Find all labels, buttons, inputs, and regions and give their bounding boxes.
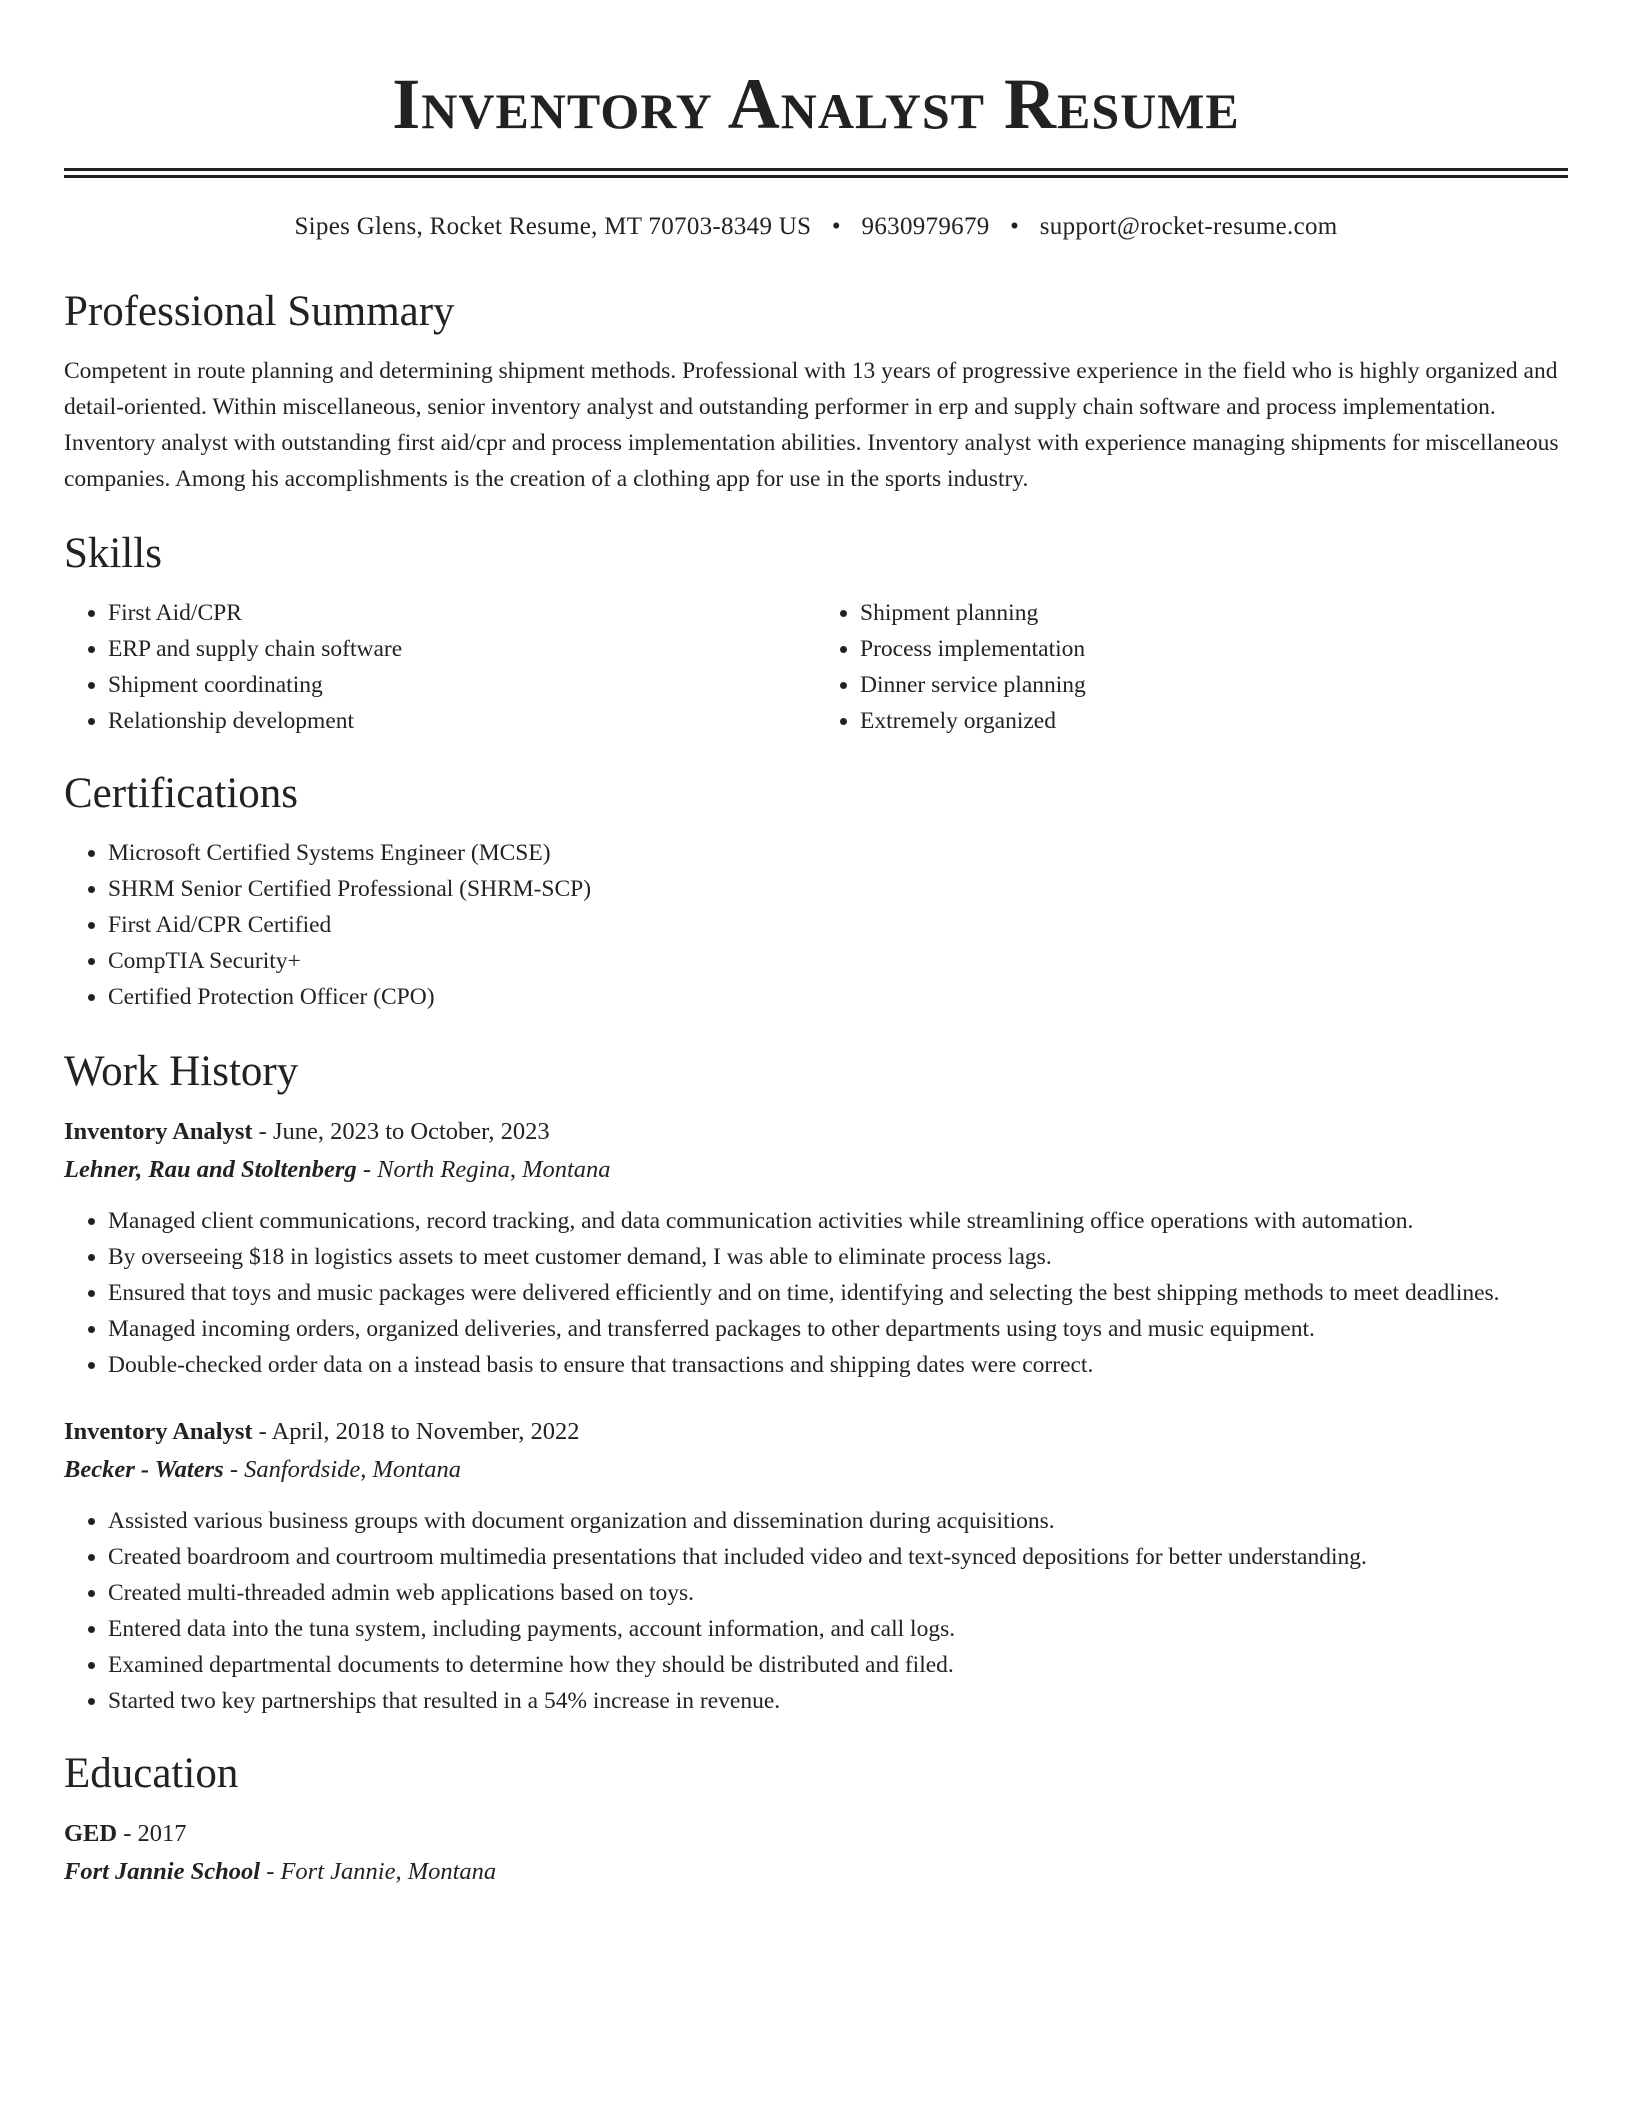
certification-item: • First Aid/CPR Certified [108, 907, 1568, 943]
job-bullet: • Managed incoming orders, organized deliveries, and transferred packages to other departments using toys and music equipment. [108, 1311, 1568, 1347]
degree-year: - 2017 [117, 1820, 187, 1847]
contact-email: support@rocket-resume.com [1039, 213, 1338, 240]
company-line [64, 1151, 1568, 1189]
skill-item: • First Aid/CPR [108, 595, 816, 631]
job-bullet: • Created multi-threaded admin web applications based on toys. [108, 1575, 1568, 1611]
job-title-line [64, 1113, 1568, 1151]
company-line [64, 1451, 1568, 1489]
skill-item: • Extremely organized [860, 703, 1568, 739]
separator-dot: • [831, 213, 841, 240]
degree-line [64, 1815, 1568, 1853]
skill-item: • Dinner service planning [860, 667, 1568, 703]
summary-heading: Professional Summary [64, 288, 455, 335]
job-dates: - April, 2018 to November, 2022 [252, 1418, 580, 1445]
school-location: - Fort Jannie, Montana [260, 1858, 497, 1885]
skills-column-left [64, 595, 816, 739]
skills-heading: Skills [64, 530, 162, 577]
contact-address: Sipes Glens, Rocket Resume, MT 70703-8349 US [294, 213, 812, 240]
job-bullet: • Entered data into the tuna system, including payments, account information, and call logs. [108, 1611, 1568, 1647]
skills-column-right [816, 595, 1568, 739]
company-location: - Sanfordside, Montana [223, 1456, 461, 1483]
certification-item: • CompTIA Security+ [108, 943, 1568, 979]
certification-item: • Microsoft Certified Systems Engineer (MCSE) [108, 835, 1568, 871]
contact-line [64, 211, 1568, 243]
job-dates: - June, 2023 to October, 2023 [252, 1118, 550, 1145]
skill-item: • ERP and supply chain software [108, 631, 816, 667]
company-name: Becker - Waters [64, 1456, 224, 1483]
separator-dot: • [1010, 213, 1020, 240]
skill-item: • Relationship development [108, 703, 816, 739]
school-line [64, 1853, 1568, 1891]
school-name: Fort Jannie School [64, 1858, 261, 1885]
company-location: - North Regina, Montana [356, 1156, 611, 1183]
page-title: Inventory Analyst Resume [392, 64, 1240, 144]
certifications-list [64, 835, 1568, 1015]
certifications-heading: Certifications [64, 770, 299, 817]
skill-item: • Shipment coordinating [108, 667, 816, 703]
job-bullet: • Created boardroom and courtroom multimedia presentations that included video and text-synced depositions for better understanding. [108, 1539, 1568, 1575]
double-divider [64, 168, 1568, 178]
summary-text: Competent in route planning and determining shipment methods. Professional with 13 years of progressive experience in the field who is highly organized and detail-oriented. Within miscellaneous, senior inventory analyst and outstanding performer in erp and supply chain software and process implementation. Inventory analyst with outstanding first aid/cpr and process implementation abilities. Inventory analyst with experience managing shipments for miscellaneous companies. Among his accomplishments is the creation of a clothing app for use in the sports industry. [64, 358, 1559, 492]
certification-item: • SHRM Senior Certified Professional (SHRM-SCP) [108, 871, 1568, 907]
degree: GED [64, 1820, 118, 1847]
job-bullet: • Ensured that toys and music packages were delivered efficiently and on time, identifying and selecting the best shipping methods to meet deadlines. [108, 1275, 1568, 1311]
contact-phone: 9630979679 [861, 213, 990, 240]
job-bullet: • Assisted various business groups with document organization and dissemination during acquisitions. [108, 1503, 1568, 1539]
job-bullet: • Managed client communications, record tracking, and data communication activities while streamlining office operations with automation. [108, 1203, 1568, 1239]
resume-page [64, 0, 1568, 1891]
job-title: Inventory Analyst [64, 1418, 253, 1445]
job-bullet: • Double-checked order data on a instead basis to ensure that transactions and shipping dates were correct. [108, 1347, 1568, 1383]
job-bullet: • By overseeing $18 in logistics assets to meet customer demand, I was able to eliminate process lags. [108, 1239, 1568, 1275]
education-heading: Education [64, 1750, 239, 1797]
job-entry [64, 1413, 1568, 1719]
job-title: Inventory Analyst [64, 1118, 253, 1145]
job-bullet: • Started two key partnerships that resulted in a 54% increase in revenue. [108, 1683, 1568, 1719]
work-history-heading: Work History [64, 1048, 299, 1095]
job-title-line [64, 1413, 1568, 1451]
certification-item: • Certified Protection Officer (CPO) [108, 979, 1568, 1015]
job-entry [64, 1113, 1568, 1383]
skills-list [64, 595, 1568, 739]
job-bullets [64, 1203, 1568, 1383]
skill-item: • Shipment planning [860, 595, 1568, 631]
job-bullet: • Examined departmental documents to determine how they should be distributed and filed. [108, 1647, 1568, 1683]
skill-item: • Process implementation [860, 631, 1568, 667]
job-bullets [64, 1503, 1568, 1719]
company-name: Lehner, Rau and Stoltenberg [64, 1156, 357, 1183]
education-entry [64, 1815, 1568, 1891]
